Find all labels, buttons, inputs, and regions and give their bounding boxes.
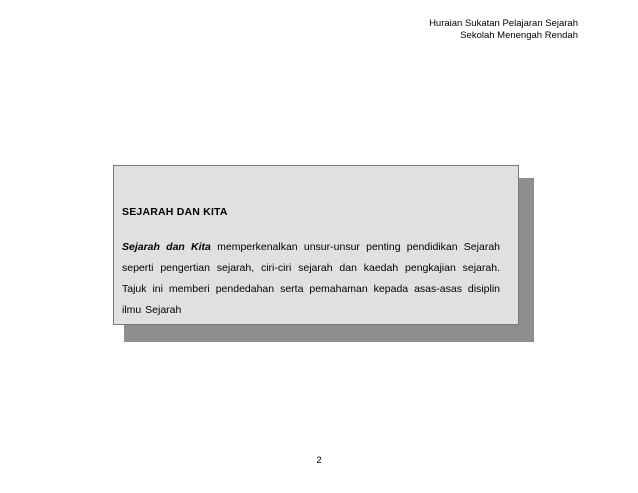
topic-info-box — [113, 165, 519, 325]
topic-name-emphasis: Sejarah dan Kita — [122, 241, 211, 253]
page-header — [429, 18, 578, 42]
topic-description-text: memperkenalkan unsur-unsur penting pendidikan Sejarah seperti pengertian sejarah, ciri-ciri sejarah dan kaedah pengkajian sejarah. Tajuk ini memberi pendedahan serta pemahaman kepada asas-asas disiplin ilmu Sejarah — [122, 241, 500, 316]
page-number: 2 — [316, 455, 322, 466]
topic-title: SEJARAH DAN KITA — [122, 206, 228, 218]
topic-description — [122, 237, 500, 321]
header-line-document-title: Huraian Sukatan Pelajaran Sejarah — [429, 18, 578, 29]
header-line-school-level: Sekolah Menengah Rendah — [460, 30, 578, 41]
